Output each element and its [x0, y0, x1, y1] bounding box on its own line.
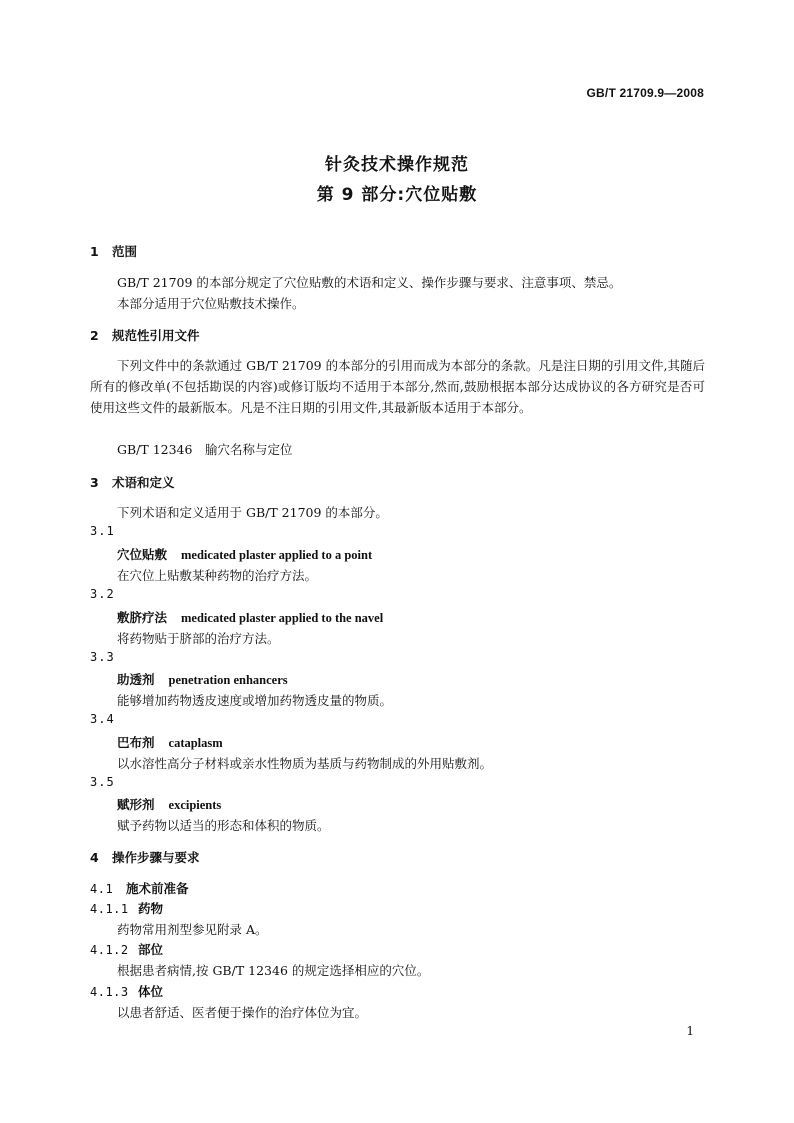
- term-chinese: 助透剂: [117, 672, 155, 687]
- section-title: 规范性引用文件: [112, 328, 200, 343]
- paragraph: GB/T 21709 的本部分规定了穴位贴敷的术语和定义、操作步骤与要求、注意事项、禁忌。: [117, 275, 622, 290]
- term-chinese: 巴布剂: [117, 735, 155, 750]
- document-subtitle: 第 9 部分:穴位贴敷: [316, 185, 478, 205]
- paragraph: 药物常用剂型参见附录 A。: [117, 922, 268, 937]
- term-definition: 将药物贴于脐部的治疗方法。: [117, 631, 280, 646]
- subsection-number: 4.1.3: [90, 985, 129, 999]
- term-entry: [117, 608, 383, 626]
- subsection-title: 药物: [138, 901, 164, 916]
- page-number: 1: [686, 1024, 694, 1038]
- term-number: 3.3: [90, 650, 115, 664]
- section-number: 4: [90, 850, 99, 865]
- term-number: 3.5: [90, 775, 115, 789]
- reference-entry: GB/T 12346 腧穴名称与定位: [117, 442, 293, 457]
- subsection-heading: [90, 940, 163, 958]
- section-number: 3: [90, 475, 99, 490]
- term-definition: 在穴位上贴敷某种药物的治疗方法。: [117, 568, 318, 583]
- subsection-number: 4.1: [90, 882, 114, 896]
- term-english: excipients: [168, 798, 222, 812]
- subsection-heading: [90, 899, 163, 917]
- paragraph: 以患者舒适、医者便于操作的治疗体位为宜。: [117, 1005, 368, 1020]
- section-title: 范围: [112, 244, 138, 259]
- term-number: 3.1: [90, 524, 115, 538]
- term-definition: 赋予药物以适当的形态和体积的物质。: [117, 818, 330, 833]
- term-entry: [117, 795, 221, 813]
- subsection-title: 体位: [138, 984, 164, 999]
- term-chinese: 敷脐疗法: [117, 610, 168, 625]
- subsection-heading: [90, 982, 163, 1000]
- section-title: 操作步骤与要求: [112, 850, 200, 865]
- term-number: 3.2: [90, 587, 115, 601]
- document-title: 针灸技术操作规范: [325, 155, 469, 175]
- term-english: medicated plaster applied to the navel: [181, 611, 384, 625]
- section-number: 2: [90, 328, 99, 343]
- term-entry: [117, 733, 223, 751]
- term-chinese: 穴位贴敷: [117, 547, 168, 562]
- subsection-number: 4.1.2: [90, 943, 129, 957]
- paragraph: 本部分适用于穴位贴敷技术操作。: [117, 296, 305, 311]
- subsection-heading: [90, 879, 189, 897]
- section-heading-terms: [90, 473, 175, 491]
- subsection-title: 施术前准备: [126, 881, 189, 896]
- term-entry: [117, 670, 288, 688]
- standard-code: GB/T 21709.9—2008: [586, 86, 704, 100]
- term-number: 3.4: [90, 712, 115, 726]
- term-chinese: 赋形剂: [117, 797, 155, 812]
- section-title: 术语和定义: [112, 475, 175, 490]
- paragraph: 下列术语和定义适用于 GB/T 21709 的本部分。: [117, 505, 388, 520]
- term-definition: 以水溶性高分子材料或亲水性物质为基质与药物制成的外用贴敷剂。: [117, 756, 493, 771]
- paragraph: 根据患者病情,按 GB/T 12346 的规定选择相应的穴位。: [117, 963, 430, 978]
- section-number: 1: [90, 244, 99, 259]
- term-english: cataplasm: [168, 736, 223, 750]
- term-entry: [117, 545, 372, 563]
- term-definition: 能够增加药物透皮速度或增加药物透皮量的物质。: [117, 693, 393, 708]
- paragraph: 下列文件中的条款通过 GB/T 21709 的本部分的引用而成为本部分的条款。凡是注日期的引用文件,其随后所有的修改单(不包括勘误的内容)或修订版均不适用于本部分,然而,鼓励根据本部分达成协议的各方研究是否可使用这些文件的最新版本。凡是不注日期的引用文件,其最新版本适用于本部分。: [90, 358, 705, 415]
- section-heading-procedure: [90, 848, 200, 866]
- section-heading-scope: [90, 242, 137, 260]
- subsection-title: 部位: [138, 942, 164, 957]
- term-english: penetration enhancers: [168, 673, 288, 687]
- section-heading-normative-references: [90, 326, 200, 344]
- term-english: medicated plaster applied to a point: [181, 548, 373, 562]
- subsection-number: 4.1.1: [90, 902, 129, 916]
